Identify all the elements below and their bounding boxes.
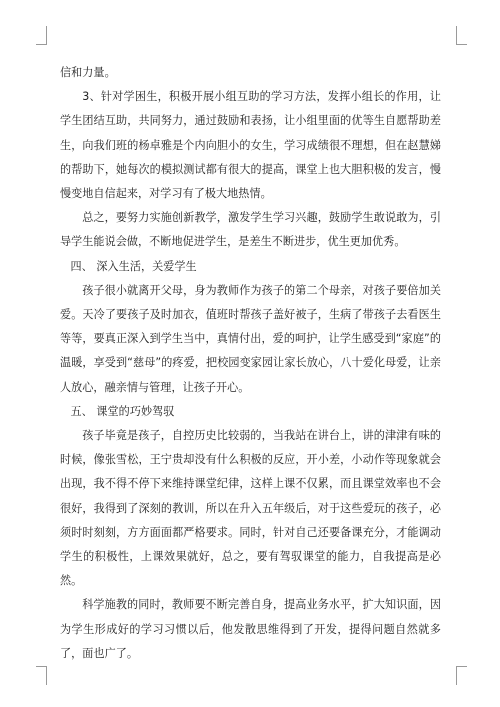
paragraph-care: 孩子很小就离开父母，身为教师作为孩子的第二个母亲，对孩子要倍加关爱。天冷了要孩子及时加衣，值班时帮孩子盖好被子，生病了带孩子去看医生等等，要真正深入到学生当中，真情付出，爱的呵护，让学生感受到“家庭”的温暖，享受到“慈母”的疼爱，把校园变家园让家长放心，八十爱化母爱，让亲人放心，融亲情与管理，让孩子开心。 bbox=[60, 283, 441, 394]
section-heading-4: 四、 深入生活，关爱学生 bbox=[70, 259, 197, 273]
crop-mark-bottom-right bbox=[456, 666, 467, 685]
paragraph-item-3: 3、针对学困生，积极开展小组互助的学习方法，发挥小组长的作用，让学生团结互助，共同努力，通过鼓励和表扬，让小组里面的优等生自愿帮助差生，向我们班的杨卓雅是个内向胆小的女生，学习成绩很不理想，但在赵慧娣的帮助下，她每次的模拟测试都有很大的提高，课堂上也大胆积极的发言，慢慢变地自信起来，对学习有了极大地热情。 bbox=[60, 90, 441, 201]
crop-mark-top-right bbox=[456, 26, 467, 45]
paragraph-continuation: 信和力量。 bbox=[60, 66, 116, 79]
paragraph-summary: 总之，要努力实施创新教学，激发学生学习兴趣，鼓励学生敢说敢为，引导学生能说会做，不断地促进学生，是差生不断进步，优生更加优秀。 bbox=[60, 211, 441, 249]
crop-mark-bottom-left bbox=[36, 666, 47, 685]
paragraph-classroom: 孩子毕竟是孩子，自控历史比较弱的，当我站在讲台上，讲的津津有味的时候，像张雪松，王宁贵却没有什么积极的反应，开小差，小动作等现象就会出现，我不得不停下来维持课堂纪律，这样上课不仅累，而且课堂效率也不会很好，我得到了深刻的教训，所以在升入五年级后，对于这些爱玩的孩子，必须时时刻刻，方方面面都严格要求。同时，针对自己还要备课充分，才能调动学生的积极性，上课效果就好，总之，要有驾驭课堂的能力，自我提高是必然。 bbox=[60, 429, 441, 588]
crop-mark-top-left bbox=[36, 26, 47, 45]
paragraph-teaching: 科学施教的同时，教师要不断完善自身，提高业务水平，扩大知识面，因为学生形成好的学习习惯以后，他发散思维得到了开发，提得问题自然就多了，面也广了。 bbox=[60, 598, 441, 660]
document-body bbox=[60, 61, 441, 666]
section-heading-5: 五、 课堂的巧妙驾驭 bbox=[70, 404, 175, 418]
